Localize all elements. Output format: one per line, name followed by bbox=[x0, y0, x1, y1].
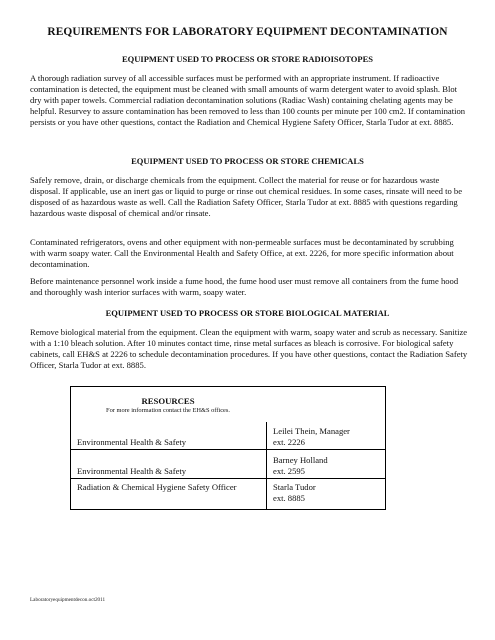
paragraph-chemicals-fume-hood: Before maintenance personnel work inside a fume hood, the fume hood user must remove all containers from the fume hood and thoroughly wash interior surfaces with warm, soapy water. bbox=[30, 276, 459, 298]
contact-ext: ext. 2595 bbox=[273, 465, 305, 476]
table-row bbox=[71, 478, 385, 510]
paragraph-radioisotopes: A thorough radiation survey of all accessible surfaces must be performed with an appropriate instrument. If radioactive contamination is detected, the equipment must be cleaned with small amounts of warm detergent water to avoid splash. Blot dry with paper towels. Commercial radiation decontamination solutions (Radiac Wash) containing chelating agents may be helpful. Resurvey to assure contamination has been removed to less than 100 counts per minute per 100 cm2. If contamination persists or you have other questions, contact the Radiation and Chemical Hygiene Safety Officer, Starla Tudor at ext. 8885. bbox=[30, 73, 466, 128]
contact-ext: ext. 2226 bbox=[273, 437, 305, 448]
resources-subtitle: For more information contact the EH&S offices. bbox=[106, 407, 230, 414]
table-row bbox=[71, 422, 385, 450]
paragraph-chemicals-refrigerators: Contaminated refrigerators, ovens and other equipment with non-permeable surfaces must be decontaminated by scrubbing with warm soapy water. Call the Environmental Health and Safety Office, at ext. 2226, for more specific information about decontamination. bbox=[30, 237, 454, 270]
section-heading-chemicals: EQUIPMENT USED TO PROCESS OR STORE CHEMICALS bbox=[131, 156, 364, 166]
footer-filename: Laboratoryequipmentdecon.oct2011 bbox=[30, 597, 106, 603]
office-cell: Environmental Health & Safety bbox=[71, 422, 267, 450]
section-heading-radioisotopes: EQUIPMENT USED TO PROCESS OR STORE RADIOISOTOPES bbox=[122, 54, 373, 64]
contact-ext: ext. 8885 bbox=[273, 492, 305, 503]
contact-cell bbox=[267, 450, 386, 479]
contact-name: Starla Tudor bbox=[273, 481, 316, 492]
paragraph-chemicals-disposal: Safely remove, drain, or discharge chemicals from the equipment. Collect the material for reuse or for hazardous waste disposal. If applicable, use an inert gas or liquid to purge or rinse out chemical residues. In some cases, rinsate will need to be disposed of as hazardous waste as well. Call the Radiation Safety Officer, Starla Tudor at ext. 8885 with questions regarding hazardous waste disposal of chemical and/or rinsate. bbox=[30, 175, 463, 219]
section-heading-biological: EQUIPMENT USED TO PROCESS OR STORE BIOLOGICAL MATERIAL bbox=[105, 308, 390, 318]
office-cell: Environmental Health & Safety bbox=[71, 450, 267, 479]
contact-name: Leilei Thein, Manager bbox=[273, 426, 350, 437]
table-row bbox=[71, 450, 385, 479]
contact-name: Barney Holland bbox=[273, 454, 328, 465]
resources-title: RESOURCES bbox=[141, 396, 195, 406]
paragraph-biological: Remove biological material from the equipment. Clean the equipment with warm, soapy water and scrub as necessary. Sanitize with a 1:10 bleach solution. After 10 minutes contact time, rinse metal surfaces as bleach is corrosive. For biological safety cabinets, call EH&S at 2226 to schedule decontamination procedures. If you have other questions, contact the Radiation Safety Officer, Starla Tudor at ext. 8885. bbox=[30, 327, 468, 371]
contact-cell bbox=[267, 422, 386, 450]
contact-cell bbox=[267, 478, 386, 510]
resources-box bbox=[70, 386, 386, 510]
page-title: REQUIREMENTS FOR LABORATORY EQUIPMENT DECONTAMINATION bbox=[47, 26, 448, 38]
office-cell: Radiation & Chemical Hygiene Safety Officer bbox=[71, 478, 267, 510]
resources-table bbox=[71, 422, 385, 510]
